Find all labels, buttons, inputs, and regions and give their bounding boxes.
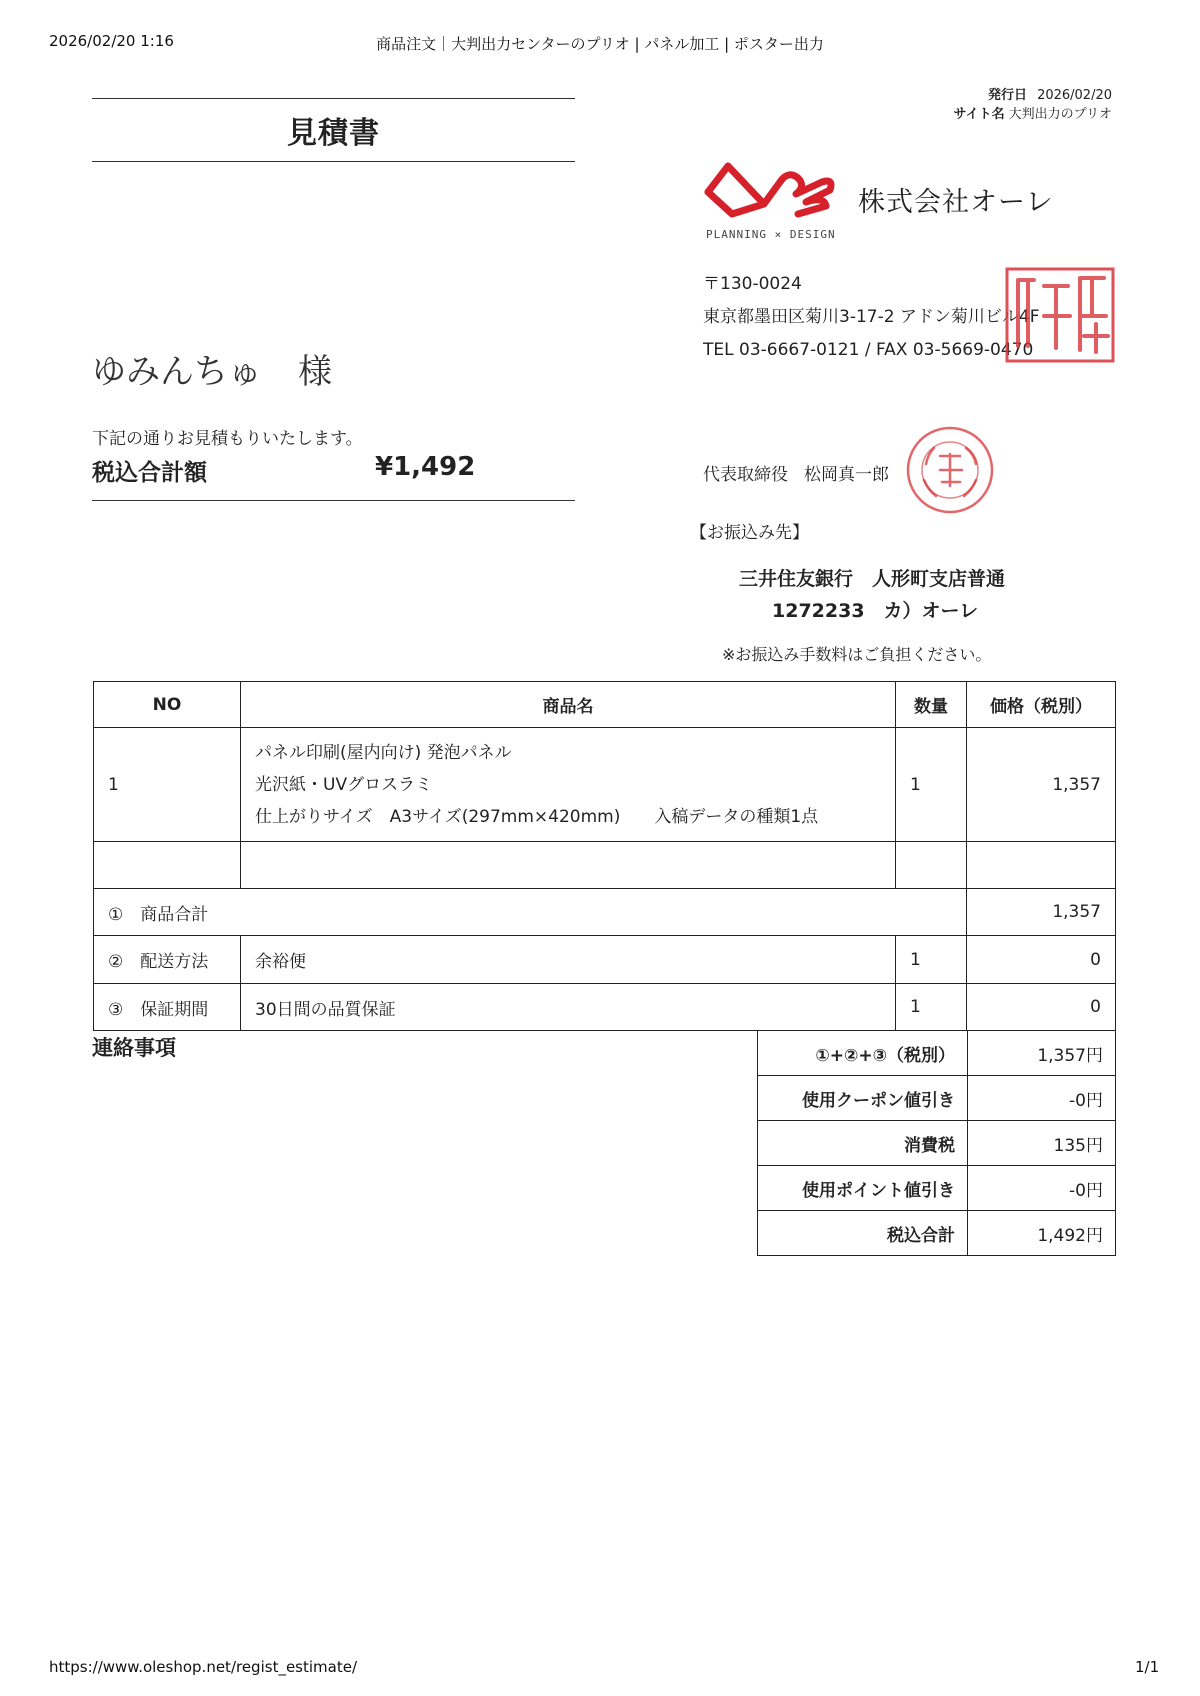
- summary-row: [758, 1211, 1116, 1256]
- empty-cell: [241, 842, 896, 889]
- summary-value: -0円: [968, 1166, 1116, 1211]
- total-amount-label: 税込合計額: [92, 460, 207, 486]
- bank-branch: 三井住友銀行 人形町支店普通: [739, 568, 1006, 590]
- item-price: 1,357: [967, 728, 1116, 842]
- subtotal-label: ① 商品合計: [94, 889, 967, 936]
- recipient-honorific: 様: [298, 352, 332, 392]
- company-postal: 〒130-0024: [703, 274, 802, 294]
- subtotal-row: [94, 889, 1116, 936]
- item-qty: 1: [896, 728, 967, 842]
- summary-value: 135円: [968, 1121, 1116, 1166]
- recipient-name: [92, 344, 332, 393]
- item-desc-line: パネル印刷(屋内向け) 発泡パネル: [255, 742, 512, 763]
- issue-date: 2026/02/20: [1037, 88, 1112, 103]
- company-logo: [702, 152, 842, 242]
- subtotal-value: 1,357: [967, 889, 1116, 936]
- company-address-block: [703, 268, 1040, 367]
- summary-row: [758, 1031, 1116, 1076]
- empty-cell: [967, 842, 1116, 889]
- representative-seal-stamp: [904, 424, 996, 516]
- summary-total-value: 1,492円: [968, 1211, 1116, 1256]
- logo-mark-icon: [702, 152, 842, 242]
- print-date: 2026/02/20 1:16: [49, 32, 174, 50]
- representative-title: 代表取締役: [703, 465, 788, 485]
- warranty-qty: 1: [896, 984, 967, 1031]
- site-name-label: サイト名: [953, 107, 1005, 122]
- header-qty: 数量: [896, 682, 967, 728]
- items-table: [93, 681, 1116, 1031]
- summary-label: ①+②+③（税別）: [758, 1031, 968, 1076]
- document-title: 見積書: [287, 116, 380, 151]
- company-seal-stamp: [1004, 266, 1116, 364]
- print-page-title: 商品注文｜大判出力センターのプリオ | パネル加工 | ポスター出力: [376, 35, 824, 53]
- site-name: 大判出力のプリオ: [1008, 107, 1112, 122]
- shipping-row: [94, 936, 1116, 984]
- table-row: [94, 728, 1116, 842]
- representative: [703, 460, 889, 485]
- summary-value: -0円: [968, 1076, 1116, 1121]
- document-title-box: [92, 98, 575, 162]
- company-name: 株式会社オーレ: [858, 187, 1054, 218]
- total-amount-value: ¥1,492: [375, 452, 476, 482]
- shipping-qty: 1: [896, 936, 967, 984]
- total-amount-box: [92, 450, 575, 501]
- item-desc-line: 光沢紙・UVグロスラミ: [255, 774, 433, 795]
- estimate-intro: 下記の通りお見積もりいたします。: [92, 429, 363, 449]
- item-no: 1: [94, 728, 241, 842]
- header-no: NO: [94, 682, 241, 728]
- warranty-label: ③ 保証期間: [94, 984, 241, 1031]
- warranty-value: 0: [967, 984, 1116, 1031]
- issue-date-label: 発行日: [988, 88, 1028, 103]
- round-seal-icon: [904, 424, 996, 516]
- summary-total-label: 税込合計: [758, 1211, 968, 1256]
- bank-account: 1272233 カ）オーレ: [772, 600, 979, 622]
- bank-heading: 【お振込み先】: [690, 523, 809, 543]
- table-row-empty: [94, 842, 1116, 889]
- recipient-name-text: ゆみんちゅ: [92, 352, 262, 392]
- print-url: https://www.oleshop.net/regist_estimate/: [49, 1658, 358, 1676]
- issue-info: [954, 86, 1112, 124]
- logo-tagline: PLANNING × DESIGN: [706, 228, 836, 241]
- items-table-header: [94, 682, 1116, 728]
- square-seal-icon: [1004, 266, 1116, 364]
- item-desc-line: 仕上がりサイズ A3サイズ(297mm×420mm) 入稿データの種類1点: [255, 806, 819, 827]
- warranty-row: [94, 984, 1116, 1031]
- summary-row: [758, 1076, 1116, 1121]
- summary-value: 1,357円: [968, 1031, 1116, 1076]
- company-tel-fax: TEL 03-6667-0121 / FAX 03-5669-0470: [703, 340, 1034, 360]
- company-address: 東京都墨田区菊川3-17-2 アドン菊川ビル4F: [703, 307, 1040, 327]
- print-page-number: 1/1: [1135, 1658, 1160, 1676]
- item-description: [241, 728, 896, 842]
- summary-label: 使用クーポン値引き: [758, 1076, 968, 1121]
- summary-label: 使用ポイント値引き: [758, 1166, 968, 1211]
- transfer-fee-note: ※お振込み手数料はご負担ください。: [722, 645, 992, 664]
- summary-row: [758, 1121, 1116, 1166]
- empty-cell: [94, 842, 241, 889]
- warranty-name: 30日間の品質保証: [241, 984, 896, 1031]
- shipping-method: 余裕便: [241, 936, 896, 984]
- summary-row: [758, 1166, 1116, 1211]
- summary-label: 消費税: [758, 1121, 968, 1166]
- shipping-value: 0: [967, 936, 1116, 984]
- representative-name: 松岡真一郎: [804, 465, 889, 485]
- summary-table: [757, 1030, 1116, 1256]
- header-price: 価格（税別）: [967, 682, 1116, 728]
- shipping-label: ② 配送方法: [94, 936, 241, 984]
- empty-cell: [896, 842, 967, 889]
- header-product: 商品名: [241, 682, 896, 728]
- contact-notes-heading: 連絡事項: [92, 1036, 176, 1060]
